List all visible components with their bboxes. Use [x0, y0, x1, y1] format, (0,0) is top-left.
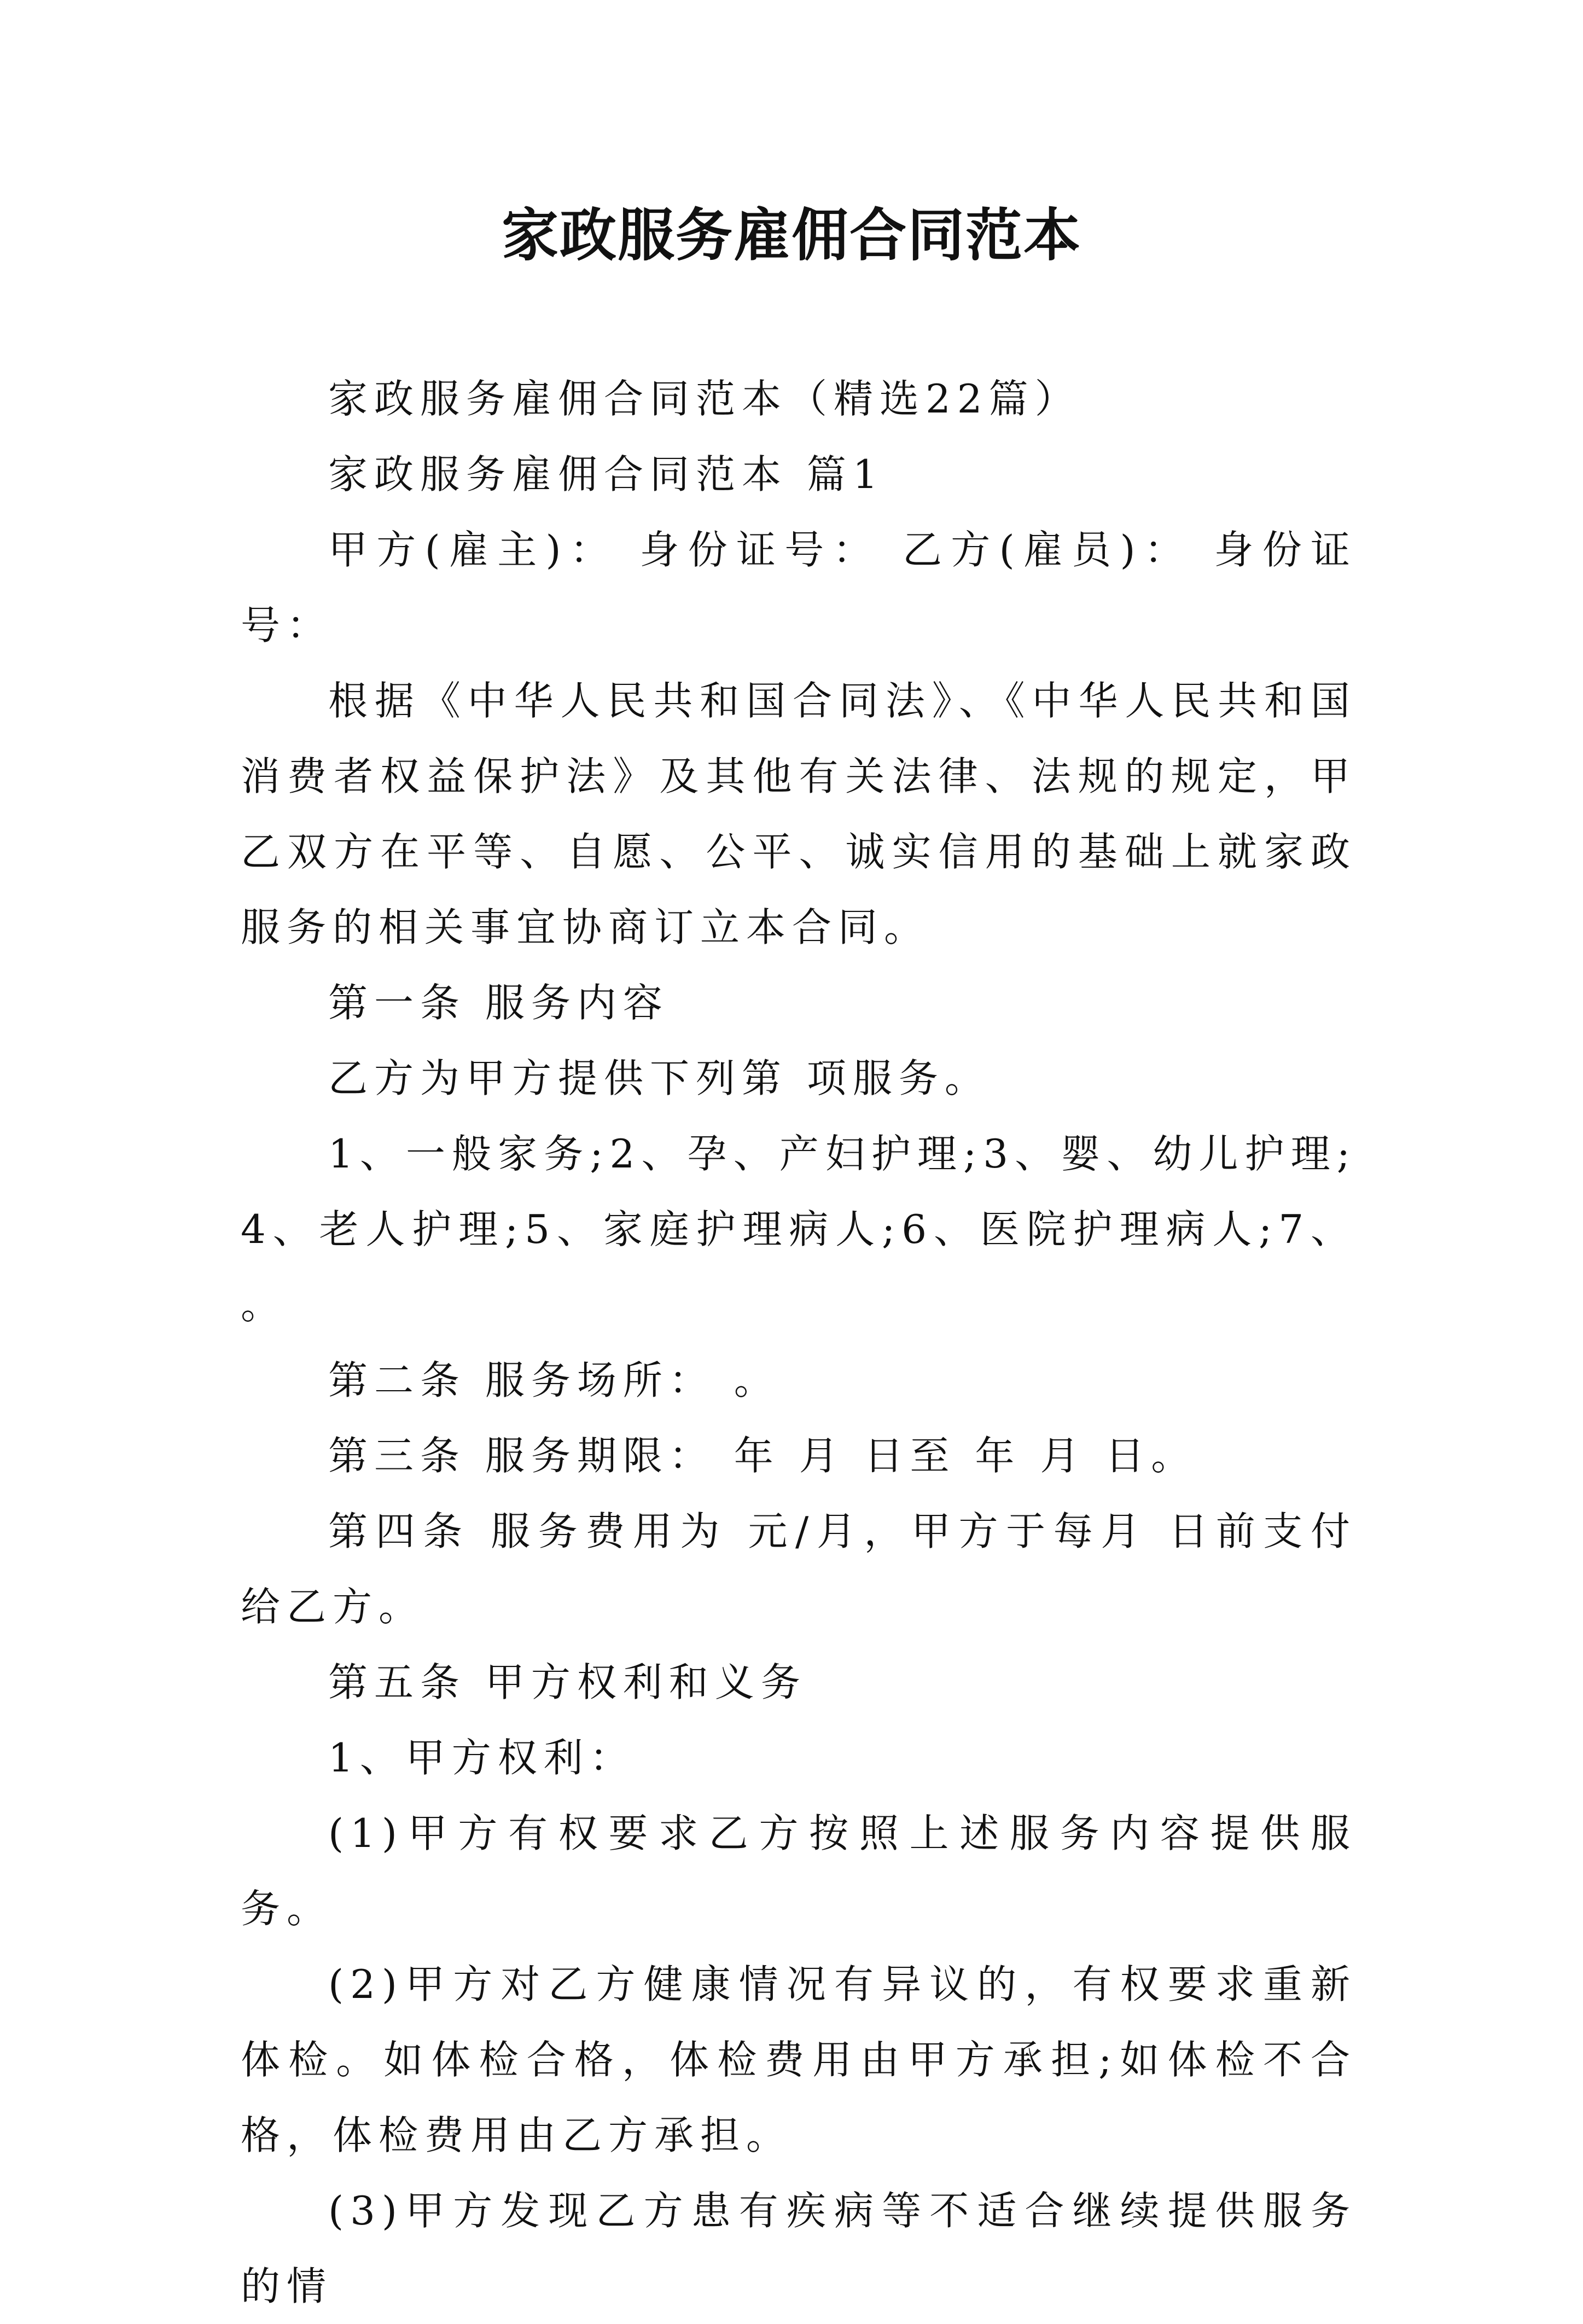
paragraph: 第二条 服务场所： 。 [328, 1357, 780, 1403]
paragraph: 甲方(雇主)： 身份证号： 乙方(雇员)： 身份证号： [241, 527, 1357, 648]
paragraph: 根据《中华人民共和国合同法》、《中华人民共和国消费者权益保护法》及其他有关法律、法规的规定，甲乙双方在平等、自愿、公平、诚实信用的基础上就家政服务的相关事宜协商订立本合同。 [241, 678, 1357, 950]
paragraph: 家政服务雇佣合同范本（精选22篇） [328, 376, 1081, 422]
paragraph: 第四条 服务费用为 元/月，甲方于每月 日前支付给乙方。 [241, 1508, 1357, 1630]
paragraph: (1)甲方有权要求乙方按照上述服务内容提供服务。 [241, 1810, 1357, 1932]
paragraph: 乙方为甲方提供下列第 项服务。 [328, 1055, 991, 1101]
paragraph: 第五条 甲方权利和义务 [328, 1659, 807, 1705]
document-title: 家政服务雇佣合同范本 [501, 201, 1081, 269]
document-body [241, 361, 1357, 2324]
paragraph: 1、一般家务;2、孕、产妇护理;3、婴、幼儿护理;4、老人护理;5、家庭护理病人;6、医院护理病人;7、 。 [241, 1131, 1357, 1328]
paragraph: 家政服务雇佣合同范本 篇1 [328, 451, 884, 497]
paragraph: (3)甲方发现乙方患有疾病等不适合继续提供服务的情 [241, 2188, 1357, 2309]
paragraph: 1、甲方权利： [328, 1735, 636, 1781]
paragraph: 第三条 服务期限： 年 月 日至 年 月 日。 [328, 1433, 1197, 1479]
paragraph: (2)甲方对乙方健康情况有异议的，有权要求重新体检。如体检合格，体检费用由甲方承担;如体检不合格，体检费用由乙方承担。 [241, 1961, 1357, 2158]
paragraph: 第一条 服务内容 [328, 980, 669, 1026]
